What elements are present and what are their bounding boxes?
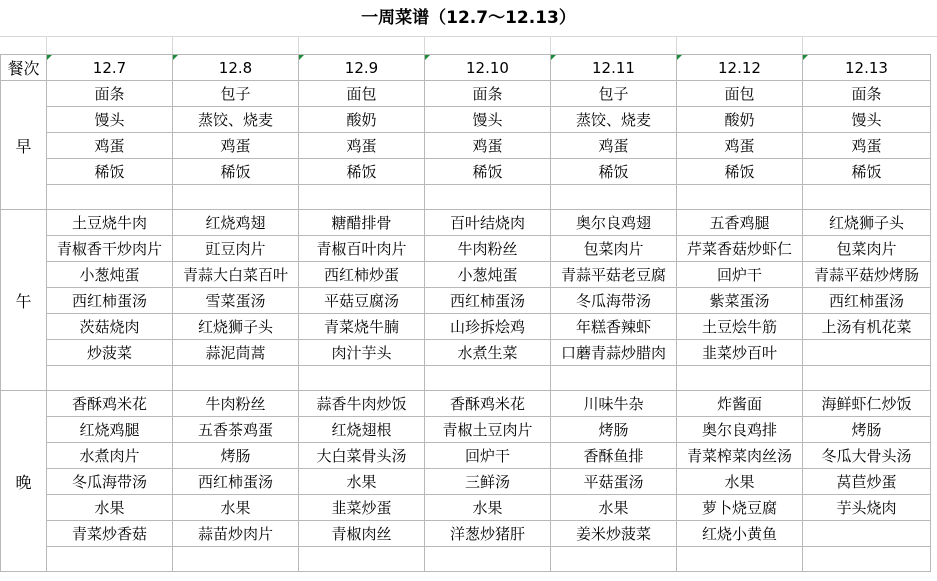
- empty-cell: [803, 185, 931, 210]
- date-header: 12.10: [425, 55, 551, 81]
- dish-cell: 莴苣炒蛋: [803, 469, 931, 495]
- dish-cell: 酸奶: [299, 107, 425, 133]
- empty-cell: [425, 547, 551, 572]
- blank-row: [1, 547, 931, 572]
- dish-cell: 面条: [425, 81, 551, 107]
- dish-cell: 面条: [803, 81, 931, 107]
- dish-cell: 奥尔良鸡翅: [551, 210, 677, 236]
- menu-row: [1, 521, 931, 547]
- dish-cell: 韭菜炒百叶: [677, 340, 803, 366]
- menu-row: [1, 391, 931, 417]
- dish-cell: 青菜榨菜肉丝汤: [677, 443, 803, 469]
- empty-cell: [173, 366, 299, 391]
- dish-cell: 青椒土豆肉片: [425, 417, 551, 443]
- dish-cell: 稀饭: [173, 159, 299, 185]
- dish-cell: 鸡蛋: [677, 133, 803, 159]
- dish-cell: 牛肉粉丝: [173, 391, 299, 417]
- cell-marker-icon: [803, 55, 808, 60]
- dish-cell: 回炉干: [677, 262, 803, 288]
- dish-cell: 奥尔良鸡排: [677, 417, 803, 443]
- menu-row: [1, 340, 931, 366]
- dish-cell: 馒头: [803, 107, 931, 133]
- empty-cell: [47, 185, 173, 210]
- cell-marker-icon: [173, 55, 178, 60]
- dish-cell: 鸡蛋: [299, 133, 425, 159]
- menu-row: [1, 159, 931, 185]
- dish-cell: 红烧翅根: [299, 417, 425, 443]
- menu-table: [0, 54, 931, 572]
- dish-cell: 鸡蛋: [173, 133, 299, 159]
- dish-cell: [803, 340, 931, 366]
- dish-cell: 青椒香干炒肉片: [47, 236, 173, 262]
- empty-cell: [425, 366, 551, 391]
- dish-cell: 蒸饺、烧麦: [551, 107, 677, 133]
- dish-cell: 香酥鱼排: [551, 443, 677, 469]
- grid-line: [802, 36, 803, 54]
- dish-cell: 水果: [551, 495, 677, 521]
- dish-cell: 稀饭: [425, 159, 551, 185]
- empty-cell: [425, 185, 551, 210]
- cell-marker-icon: [425, 55, 430, 60]
- dish-cell: 稀饭: [803, 159, 931, 185]
- date-header: 12.9: [299, 55, 425, 81]
- dish-cell: 糖醋排骨: [299, 210, 425, 236]
- dish-cell: 百叶结烧肉: [425, 210, 551, 236]
- dish-cell: 大白菜骨头汤: [299, 443, 425, 469]
- dish-cell: 青椒百叶肉片: [299, 236, 425, 262]
- date-header: 12.11: [551, 55, 677, 81]
- dish-cell: 萝卜烧豆腐: [677, 495, 803, 521]
- dish-cell: 青椒肉丝: [299, 521, 425, 547]
- grid-line: [550, 36, 551, 54]
- dish-cell: 川味牛杂: [551, 391, 677, 417]
- dish-cell: 水果: [425, 495, 551, 521]
- grid-line: [172, 36, 173, 54]
- empty-cell: [551, 547, 677, 572]
- dish-cell: 鸡蛋: [425, 133, 551, 159]
- dish-cell: 水煮肉片: [47, 443, 173, 469]
- menu-row: [1, 417, 931, 443]
- blank-row: [1, 366, 931, 391]
- dish-cell: 水果: [677, 469, 803, 495]
- dish-cell: 西红柿蛋汤: [173, 469, 299, 495]
- dish-cell: [803, 521, 931, 547]
- menu-row: [1, 469, 931, 495]
- dish-cell: 蒜泥茼蒿: [173, 340, 299, 366]
- dish-cell: 芹菜香菇炒虾仁: [677, 236, 803, 262]
- dish-cell: 土豆烩牛筋: [677, 314, 803, 340]
- dish-cell: 鸡蛋: [551, 133, 677, 159]
- menu-row: [1, 288, 931, 314]
- page-title: 一周菜谱（12.7～12.13）: [361, 8, 576, 28]
- dish-cell: 炸酱面: [677, 391, 803, 417]
- menu-row: [1, 133, 931, 159]
- dish-cell: 冬瓜大骨头汤: [803, 443, 931, 469]
- date-header: 12.12: [677, 55, 803, 81]
- dish-cell: 五香茶鸡蛋: [173, 417, 299, 443]
- dish-cell: 洋葱炒猪肝: [425, 521, 551, 547]
- menu-row: [1, 262, 931, 288]
- menu-row: [1, 236, 931, 262]
- dish-cell: 炒菠菜: [47, 340, 173, 366]
- cell-marker-icon: [47, 55, 52, 60]
- empty-cell: [803, 547, 931, 572]
- dish-cell: 青蒜平菇老豆腐: [551, 262, 677, 288]
- date-header: 12.13: [803, 55, 931, 81]
- dish-cell: 红烧鸡翅: [173, 210, 299, 236]
- dish-cell: 稀饭: [551, 159, 677, 185]
- dish-cell: 鸡蛋: [803, 133, 931, 159]
- dish-cell: 口蘑青蒜炒腊肉: [551, 340, 677, 366]
- dish-cell: 五香鸡腿: [677, 210, 803, 236]
- dish-cell: 茨菇烧肉: [47, 314, 173, 340]
- dish-cell: 雪菜蛋汤: [173, 288, 299, 314]
- blank-row: [1, 185, 931, 210]
- dish-cell: 香酥鸡米花: [47, 391, 173, 417]
- dish-cell: 包子: [551, 81, 677, 107]
- dish-cell: 水果: [47, 495, 173, 521]
- dish-cell: 烤肠: [803, 417, 931, 443]
- menu-table-body: [1, 55, 931, 572]
- dish-cell: 面条: [47, 81, 173, 107]
- dish-cell: 蒜苗炒肉片: [173, 521, 299, 547]
- dish-cell: 年糕香辣虾: [551, 314, 677, 340]
- dish-cell: 上汤有机花菜: [803, 314, 931, 340]
- grid-line: [46, 36, 47, 54]
- date-header: 12.7: [47, 55, 173, 81]
- grid-line: [424, 36, 425, 54]
- empty-cell: [677, 185, 803, 210]
- dish-cell: 豇豆肉片: [173, 236, 299, 262]
- empty-cell: [299, 366, 425, 391]
- empty-cell: [47, 547, 173, 572]
- empty-cell: [677, 366, 803, 391]
- menu-row: [1, 107, 931, 133]
- grid-line: [0, 36, 937, 37]
- empty-cell: [551, 366, 677, 391]
- dish-cell: 稀饭: [677, 159, 803, 185]
- dish-cell: 红烧鸡腿: [47, 417, 173, 443]
- cell-marker-icon: [299, 55, 304, 60]
- dish-cell: 包菜肉片: [551, 236, 677, 262]
- dish-cell: 馒头: [425, 107, 551, 133]
- empty-cell: [47, 366, 173, 391]
- dish-cell: 包菜肉片: [803, 236, 931, 262]
- empty-cell: [173, 547, 299, 572]
- empty-cell: [299, 185, 425, 210]
- menu-row: [1, 443, 931, 469]
- empty-cell: [677, 547, 803, 572]
- dish-cell: 平菇蛋汤: [551, 469, 677, 495]
- dish-cell: 包子: [173, 81, 299, 107]
- dish-cell: 冬瓜海带汤: [551, 288, 677, 314]
- dish-cell: 回炉干: [425, 443, 551, 469]
- dish-cell: 西红柿蛋汤: [425, 288, 551, 314]
- dish-cell: 红烧狮子头: [803, 210, 931, 236]
- dish-cell: 土豆烧牛肉: [47, 210, 173, 236]
- dish-cell: 青菜炒香菇: [47, 521, 173, 547]
- date-header: 12.8: [173, 55, 299, 81]
- meal-column-header: 餐次: [1, 55, 47, 81]
- dish-cell: 紫菜蛋汤: [677, 288, 803, 314]
- dish-cell: 蒸饺、烧麦: [173, 107, 299, 133]
- dish-cell: 芋头烧肉: [803, 495, 931, 521]
- dish-cell: 红烧小黄鱼: [677, 521, 803, 547]
- dish-cell: 小葱炖蛋: [425, 262, 551, 288]
- dish-cell: 馒头: [47, 107, 173, 133]
- dish-cell: 烤肠: [551, 417, 677, 443]
- dish-cell: 西红柿炒蛋: [299, 262, 425, 288]
- dish-cell: 海鲜虾仁炒饭: [803, 391, 931, 417]
- dish-cell: 稀饭: [47, 159, 173, 185]
- dish-cell: 鸡蛋: [47, 133, 173, 159]
- header-row: [1, 55, 931, 81]
- menu-row: [1, 210, 931, 236]
- dish-cell: 肉汁芋头: [299, 340, 425, 366]
- cell-marker-icon: [677, 55, 682, 60]
- menu-row: [1, 314, 931, 340]
- dish-cell: 青蒜大白菜百叶: [173, 262, 299, 288]
- empty-cell: [299, 547, 425, 572]
- dish-cell: 水果: [299, 469, 425, 495]
- dish-cell: 青菜烧牛腩: [299, 314, 425, 340]
- empty-cell: [803, 366, 931, 391]
- dish-cell: 牛肉粉丝: [425, 236, 551, 262]
- dish-cell: 韭菜炒蛋: [299, 495, 425, 521]
- dish-cell: 红烧狮子头: [173, 314, 299, 340]
- dish-cell: 酸奶: [677, 107, 803, 133]
- dish-cell: 稀饭: [299, 159, 425, 185]
- dish-cell: 烤肠: [173, 443, 299, 469]
- dish-cell: 西红柿蛋汤: [803, 288, 931, 314]
- dish-cell: 香酥鸡米花: [425, 391, 551, 417]
- grid-line: [676, 36, 677, 54]
- dish-cell: 姜米炒菠菜: [551, 521, 677, 547]
- menu-row: [1, 81, 931, 107]
- meal-label: 晚: [1, 391, 47, 572]
- grid-line: [298, 36, 299, 54]
- dish-cell: 面包: [299, 81, 425, 107]
- dish-cell: 青蒜平菇炒烤肠: [803, 262, 931, 288]
- dish-cell: 冬瓜海带汤: [47, 469, 173, 495]
- meal-label: 午: [1, 210, 47, 391]
- menu-row: [1, 495, 931, 521]
- dish-cell: 平菇豆腐汤: [299, 288, 425, 314]
- dish-cell: 三鲜汤: [425, 469, 551, 495]
- meal-label: 早: [1, 81, 47, 210]
- dish-cell: 水煮生菜: [425, 340, 551, 366]
- dish-cell: 面包: [677, 81, 803, 107]
- dish-cell: 小葱炖蛋: [47, 262, 173, 288]
- empty-cell: [551, 185, 677, 210]
- dish-cell: 山珍拆烩鸡: [425, 314, 551, 340]
- cell-marker-icon: [551, 55, 556, 60]
- empty-cell: [173, 185, 299, 210]
- dish-cell: 西红柿蛋汤: [47, 288, 173, 314]
- dish-cell: 水果: [173, 495, 299, 521]
- dish-cell: 蒜香牛肉炒饭: [299, 391, 425, 417]
